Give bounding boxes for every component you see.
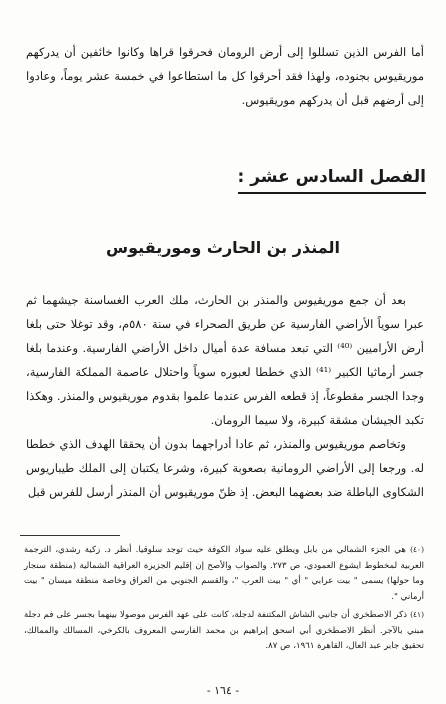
body-paragraph: وتخاصم موريقيوس والمنذر، ثم عادا أدراجهما بدون أن يحققا الهدف الذي خططا له. ورجعا إلى الأراضي الرومانية بصعوبة كبيرة، وشرعا يكتبان إلى الملك طيباريوس الشكاوى الباطلة ضد بعضهما البعض. إذ ظنّ موريقيوس أن المنذر أرسل للفرس قبل	[26, 437, 424, 499]
chapter-heading: الفصل السادس عشر :	[238, 167, 427, 194]
section-title: المنذر بن الحارث وموريقيوس	[106, 238, 340, 257]
intro-paragraph: أما الفرس الذين تسللوا إلى أرض الرومان فحرقوا قراها وكانوا خائفين أن يدركهم موريقيوس بجنوده، ولهذا فقد أحرقوا كل ما استطاعوا في خمسة عشر يوماً، وعادوا إلى أرضهم قبل أن يدركهم موريقيوس.	[26, 45, 424, 107]
intro-paragraph-block	[26, 40, 424, 112]
footnote	[24, 542, 424, 605]
footnote-mark: (٤١)	[410, 610, 424, 619]
footnote-mark: (٤٠)	[410, 545, 424, 554]
page-number: - ١٦٤ -	[206, 684, 240, 697]
footnote-text: هي الجزء الشمالي من بابل ويطلق عليه سواد الكوفة حيث توجد سلوقيا. أنظر د. زكية رشدي، الترجمة العربية لمخطوط ايشوع العمودي، ص ٢٧٣. والصواب والأصح إن إقليم الجزيرة العراقية الشمالية (منطقة سنجار وما حولها) يسمى " بيت عرابي " أي " بيت العرب "، والقسم الجنوبي من العراق وخاصة منطقة ميسان " بيت أرماني ".	[24, 545, 424, 602]
body-paragraph: بعد أن جمع موريقيوس والمنذر بن الحارث، ملك العرب الغساسنة جيشهما ثم عبرا سوياً الأراضي الفارسية عن طريق الصحراء في سنة ٥٨٠م، وقد توغلا حتى بلغا أرض الأراميين ⁽⁴⁰⁾ التي تبعد مسافة عدة أميال داخل الأراضي الفارسية. وعندما بلغا جسر أرماثيا الكبير ⁽⁴¹⁾ الذي خططا لعبوره سوياً واحتلال عاصمة المملكة الفارسية، وجدا الجسر مقطوعاً، إذ قطعه الفرس عندما علموا بقدوم موريقيوس والمنذر. وهكذا تكبد الجيشان مشقة كبيرة، ولا سيما الرومان.	[26, 293, 424, 427]
body-text	[26, 288, 424, 504]
footnote	[24, 607, 424, 655]
footnote-text: ذكر الاصطخري أن جانبي الشاش المكتنفة لدجلة، كانت على عهد الفرس موصولا بينهما بجسر على فم دجلة مبني بالآجر. أنظر الاصطخري أبي اسحق إبراهيم بن محمد الفارسي المعروف بالكرخي، المسالك والممالك، تحقيق جابر عبد العال، القاهرة ١٩٦١، ص ٨٧.	[24, 610, 424, 651]
footnotes	[24, 542, 424, 657]
footnote-separator	[20, 535, 120, 536]
